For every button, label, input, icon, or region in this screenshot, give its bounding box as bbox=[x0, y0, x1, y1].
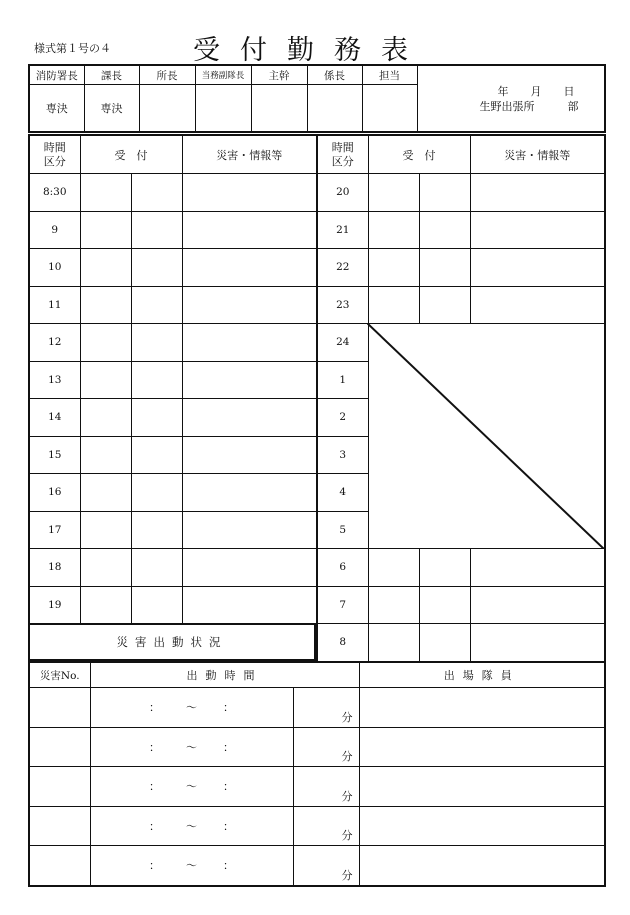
receipt-cell[interactable] bbox=[80, 286, 131, 324]
time-slot-label: 19 bbox=[29, 586, 80, 624]
members-cell[interactable] bbox=[359, 767, 605, 807]
dispatch-row bbox=[29, 846, 605, 886]
time-slot-label: 9 bbox=[29, 211, 80, 249]
log-row bbox=[29, 511, 317, 549]
time-slot-label: 15 bbox=[29, 436, 80, 474]
receipt-cell[interactable] bbox=[80, 399, 131, 437]
log-row bbox=[29, 474, 317, 512]
time-range-tilde: 〜 bbox=[186, 740, 197, 754]
receipt-cell[interactable] bbox=[80, 249, 131, 287]
time-slot-label: 20 bbox=[317, 174, 368, 212]
receipt-cell[interactable] bbox=[80, 436, 131, 474]
info-cell[interactable] bbox=[470, 211, 605, 249]
receipt-cell[interactable] bbox=[131, 474, 182, 512]
time-slot-label: 3 bbox=[317, 436, 368, 474]
dispatch-time-cell[interactable] bbox=[90, 806, 293, 846]
dispatch-row bbox=[29, 688, 605, 728]
time-range-tilde: 〜 bbox=[186, 780, 197, 794]
receipt-cell[interactable] bbox=[419, 286, 470, 324]
time-colon: ： bbox=[223, 740, 234, 754]
members-cell[interactable] bbox=[359, 727, 605, 767]
time-slot-label: 17 bbox=[29, 511, 80, 549]
receipt-cell[interactable] bbox=[368, 586, 419, 624]
info-cell[interactable] bbox=[470, 174, 605, 212]
info-cell[interactable] bbox=[182, 286, 317, 324]
time-slot-label: 8:30 bbox=[29, 174, 80, 212]
stamp-cell[interactable] bbox=[307, 85, 362, 133]
receipt-cell[interactable] bbox=[368, 249, 419, 287]
time-colon: ： bbox=[149, 859, 160, 873]
time-header: 時間 区分 bbox=[317, 135, 368, 174]
minutes-cell[interactable]: 分 bbox=[293, 806, 359, 846]
receipt-cell[interactable] bbox=[131, 511, 182, 549]
minutes-cell[interactable]: 分 bbox=[293, 688, 359, 728]
log-row bbox=[29, 361, 317, 399]
receipt-cell[interactable] bbox=[80, 474, 131, 512]
receipt-cell[interactable] bbox=[131, 211, 182, 249]
receipt-cell[interactable] bbox=[131, 549, 182, 587]
minutes-cell[interactable]: 分 bbox=[293, 767, 359, 807]
minutes-cell[interactable]: 分 bbox=[293, 846, 359, 886]
time-slot-label: 13 bbox=[29, 361, 80, 399]
time-slot-label: 10 bbox=[29, 249, 80, 287]
info-cell[interactable] bbox=[182, 511, 317, 549]
stamp-cell[interactable]: 専決 bbox=[29, 85, 84, 133]
form-number: 様式第１号の４ bbox=[34, 42, 111, 55]
receipt-cell[interactable] bbox=[131, 436, 182, 474]
log-row bbox=[317, 624, 605, 662]
incident-no-cell[interactable] bbox=[29, 688, 90, 728]
dispatch-status-label: 災害出動状況 bbox=[28, 623, 316, 661]
members-cell[interactable] bbox=[359, 846, 605, 886]
info-cell[interactable] bbox=[182, 249, 317, 287]
log-row bbox=[317, 286, 605, 324]
receipt-cell[interactable] bbox=[419, 586, 470, 624]
dispatch-time-header: 出動時間 bbox=[90, 662, 359, 688]
time-slot-label: 6 bbox=[317, 549, 368, 587]
log-row bbox=[317, 549, 605, 587]
log-row bbox=[317, 174, 605, 212]
receipt-cell[interactable] bbox=[419, 249, 470, 287]
receipt-cell[interactable] bbox=[368, 624, 419, 662]
time-colon: ： bbox=[223, 819, 234, 833]
incident-no-cell[interactable] bbox=[29, 727, 90, 767]
stamp-cell[interactable] bbox=[362, 85, 417, 133]
receipt-cell[interactable] bbox=[131, 399, 182, 437]
approval-table bbox=[28, 64, 606, 133]
info-cell[interactable] bbox=[182, 211, 317, 249]
receipt-cell[interactable] bbox=[419, 549, 470, 587]
receipt-cell[interactable] bbox=[80, 586, 131, 624]
time-colon: ： bbox=[223, 780, 234, 794]
receipt-cell[interactable] bbox=[131, 586, 182, 624]
receipt-cell[interactable] bbox=[368, 549, 419, 587]
receipt-cell[interactable] bbox=[131, 324, 182, 362]
time-range-tilde: 〜 bbox=[186, 819, 197, 833]
receipt-cell[interactable] bbox=[131, 249, 182, 287]
members-cell[interactable] bbox=[359, 688, 605, 728]
members-header: 出場隊員 bbox=[359, 662, 605, 688]
role-cell: 所長 bbox=[139, 65, 195, 85]
members-cell[interactable] bbox=[359, 806, 605, 846]
time-header: 時間 区分 bbox=[29, 135, 80, 174]
receipt-header: 受 付 bbox=[368, 135, 470, 174]
log-row bbox=[29, 436, 317, 474]
time-colon: ： bbox=[223, 859, 234, 873]
info-cell[interactable] bbox=[182, 399, 317, 437]
time-range-tilde: 〜 bbox=[186, 859, 197, 873]
time-range-tilde: 〜 bbox=[186, 701, 197, 715]
time-slot-label: 24 bbox=[317, 324, 368, 362]
dispatch-table bbox=[28, 661, 606, 887]
log-row bbox=[29, 174, 317, 212]
date-line: 年 月 日 bbox=[497, 84, 575, 98]
receipt-cell[interactable] bbox=[80, 324, 131, 362]
role-cell: 主幹 bbox=[251, 65, 307, 85]
dispatch-row bbox=[29, 767, 605, 807]
receipt-cell[interactable] bbox=[80, 211, 131, 249]
log-row bbox=[317, 211, 605, 249]
time-slot-label: 2 bbox=[317, 399, 368, 437]
role-cell: 担当 bbox=[362, 65, 417, 85]
receipt-cell[interactable] bbox=[131, 361, 182, 399]
log-row bbox=[29, 249, 317, 287]
date-office-cell bbox=[417, 65, 605, 132]
info-cell[interactable] bbox=[182, 324, 317, 362]
time-slot-label: 5 bbox=[317, 511, 368, 549]
log-row bbox=[317, 586, 605, 624]
time-slot-label: 4 bbox=[317, 474, 368, 512]
info-cell[interactable] bbox=[182, 436, 317, 474]
dispatch-row bbox=[29, 727, 605, 767]
info-cell[interactable] bbox=[470, 586, 605, 624]
time-slot-label: 14 bbox=[29, 399, 80, 437]
receipt-cell[interactable] bbox=[80, 549, 131, 587]
time-slot-label: 16 bbox=[29, 474, 80, 512]
time-slot-label: 21 bbox=[317, 211, 368, 249]
info-cell[interactable] bbox=[470, 549, 605, 587]
log-row bbox=[29, 286, 317, 324]
time-colon: ： bbox=[223, 701, 234, 715]
info-cell[interactable] bbox=[182, 174, 317, 212]
receipt-cell[interactable] bbox=[131, 174, 182, 212]
info-cell[interactable] bbox=[470, 286, 605, 324]
receipt-cell[interactable] bbox=[368, 211, 419, 249]
time-colon: ： bbox=[149, 740, 160, 754]
stamp-cell[interactable] bbox=[195, 85, 251, 133]
receipt-cell[interactable] bbox=[368, 174, 419, 212]
info-cell[interactable] bbox=[182, 474, 317, 512]
log-row bbox=[29, 211, 317, 249]
incident-no-cell[interactable] bbox=[29, 806, 90, 846]
incident-no-cell[interactable] bbox=[29, 846, 90, 886]
log-row bbox=[317, 249, 605, 287]
incident-no-header: 災害No. bbox=[29, 662, 90, 688]
dispatch-time-cell[interactable] bbox=[90, 688, 293, 728]
void-diagonal-line bbox=[367, 323, 604, 549]
role-cell: 消防署長 bbox=[29, 65, 84, 85]
time-slot-label: 1 bbox=[317, 361, 368, 399]
time-slot-label: 23 bbox=[317, 286, 368, 324]
receipt-cell[interactable] bbox=[80, 511, 131, 549]
dispatch-time-cell[interactable] bbox=[90, 767, 293, 807]
page-title: 受付勤務表 bbox=[193, 35, 428, 66]
time-colon: ： bbox=[149, 701, 160, 715]
receipt-cell[interactable] bbox=[131, 286, 182, 324]
dispatch-row bbox=[29, 806, 605, 846]
time-slot-label: 12 bbox=[29, 324, 80, 362]
dispatch-time-cell[interactable] bbox=[90, 846, 293, 886]
info-cell[interactable] bbox=[470, 624, 605, 662]
incident-no-cell[interactable] bbox=[29, 767, 90, 807]
receipt-cell[interactable] bbox=[419, 624, 470, 662]
dispatch-time-cell[interactable] bbox=[90, 727, 293, 767]
stamp-cell[interactable] bbox=[251, 85, 307, 133]
time-slot-label: 7 bbox=[317, 586, 368, 624]
receipt-cell[interactable] bbox=[80, 174, 131, 212]
time-colon: ： bbox=[149, 780, 160, 794]
receipt-cell[interactable] bbox=[368, 286, 419, 324]
info-cell[interactable] bbox=[470, 249, 605, 287]
info-header: 災害・情報等 bbox=[470, 135, 605, 174]
role-cell: 当務副隊長 bbox=[195, 65, 251, 85]
role-cell: 課長 bbox=[84, 65, 139, 85]
receipt-header: 受 付 bbox=[80, 135, 182, 174]
time-slot-label: 11 bbox=[29, 286, 80, 324]
minutes-cell[interactable]: 分 bbox=[293, 727, 359, 767]
info-header: 災害・情報等 bbox=[182, 135, 317, 174]
log-row bbox=[29, 399, 317, 437]
log-row bbox=[29, 549, 317, 587]
receipt-cell[interactable] bbox=[419, 211, 470, 249]
receipt-cell[interactable] bbox=[419, 174, 470, 212]
time-colon: ： bbox=[149, 819, 160, 833]
receipt-cell[interactable] bbox=[80, 361, 131, 399]
log-row bbox=[29, 586, 317, 624]
info-cell[interactable] bbox=[182, 549, 317, 587]
stamp-cell[interactable]: 専決 bbox=[84, 85, 139, 133]
log-table-day bbox=[28, 134, 318, 624]
stamp-cell[interactable] bbox=[139, 85, 195, 133]
info-cell[interactable] bbox=[182, 361, 317, 399]
time-slot-label: 22 bbox=[317, 249, 368, 287]
role-cell: 係長 bbox=[307, 65, 362, 85]
office-line: 生野出張所 部 bbox=[479, 99, 579, 113]
time-slot-label: 8 bbox=[317, 624, 368, 662]
time-slot-label: 18 bbox=[29, 549, 80, 587]
log-row bbox=[29, 324, 317, 362]
info-cell[interactable] bbox=[182, 586, 317, 624]
